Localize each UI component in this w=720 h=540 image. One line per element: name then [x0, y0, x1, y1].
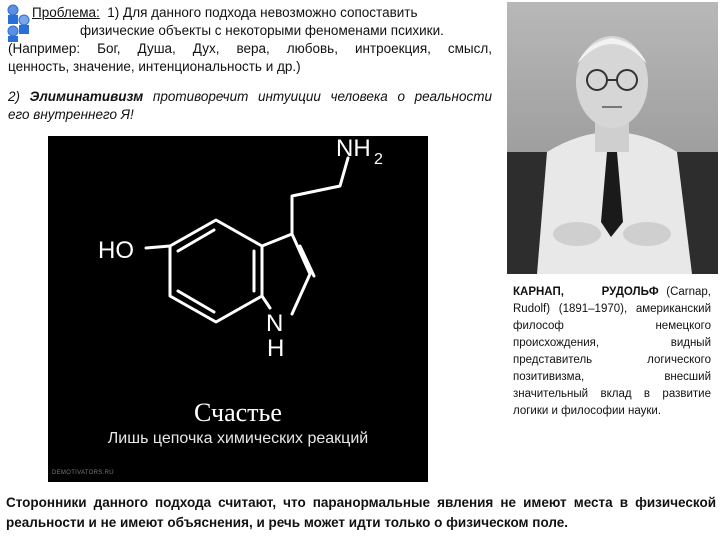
problem-line1: 1) Для данного подхода невозможно сопоставить	[107, 5, 418, 20]
poster-subtitle: Лишь цепочка химических реакций	[107, 430, 369, 447]
benzene-ring	[170, 220, 262, 322]
ring-h-label: H	[267, 335, 285, 362]
problem-line3: (Например: Бог, Душа, Дух, вера, любовь, интроекция, смысл,	[8, 41, 492, 56]
point2-prefix: 2)	[8, 89, 21, 104]
carnap-bio	[513, 284, 711, 420]
problem-line2: физические объекты с некоторыми феноменами психики.	[80, 23, 444, 38]
nh2-n-label: NH	[336, 136, 371, 162]
bottom-line1: Сторонники данного подхода считают, что паранормальные явления не имеют места в физической	[6, 495, 716, 510]
poster-title: Счастье	[194, 398, 282, 427]
nh2-sub-label: 2	[374, 151, 383, 168]
poster-watermark: DEMOTIVATORS.RU	[52, 470, 114, 476]
bio-years: (1891–1970),	[558, 303, 628, 315]
problem-paragraph	[8, 4, 492, 76]
bio-name: КАРНАП, РУДОЛЬФ	[513, 286, 659, 298]
ring-n-label: N	[266, 310, 284, 337]
pyrrole-ring	[262, 234, 310, 314]
supporters-statement	[6, 493, 716, 533]
bio-latin: (Carnap, Rudolf)	[513, 286, 711, 315]
demotivator-poster	[48, 136, 428, 482]
problem-label: Проблема:	[32, 5, 100, 20]
point2-text-line1: противоречит интуиции человека о реальности	[152, 89, 492, 104]
point2-text-line2: его внутреннего Я!	[8, 107, 134, 122]
point2-term: Элиминативизм	[29, 89, 144, 104]
ho-label: HO	[98, 237, 134, 264]
bottom-line2: реальности и не имеют объяснения, и речь может идти только о физическом поле.	[6, 515, 569, 530]
problem-line4: ценность, значение, интенциональность и др.)	[8, 59, 301, 74]
ethylamine-chain	[292, 158, 348, 234]
eliminativism-paragraph	[8, 88, 492, 124]
bio-description: американский философ немецкого происхождения, видный представитель логического позитивизма, внесший значительный вклад в развитие логики и философии науки.	[513, 303, 711, 417]
carnap-portrait-photo	[507, 2, 718, 274]
serotonin-molecule-diagram	[48, 136, 428, 396]
